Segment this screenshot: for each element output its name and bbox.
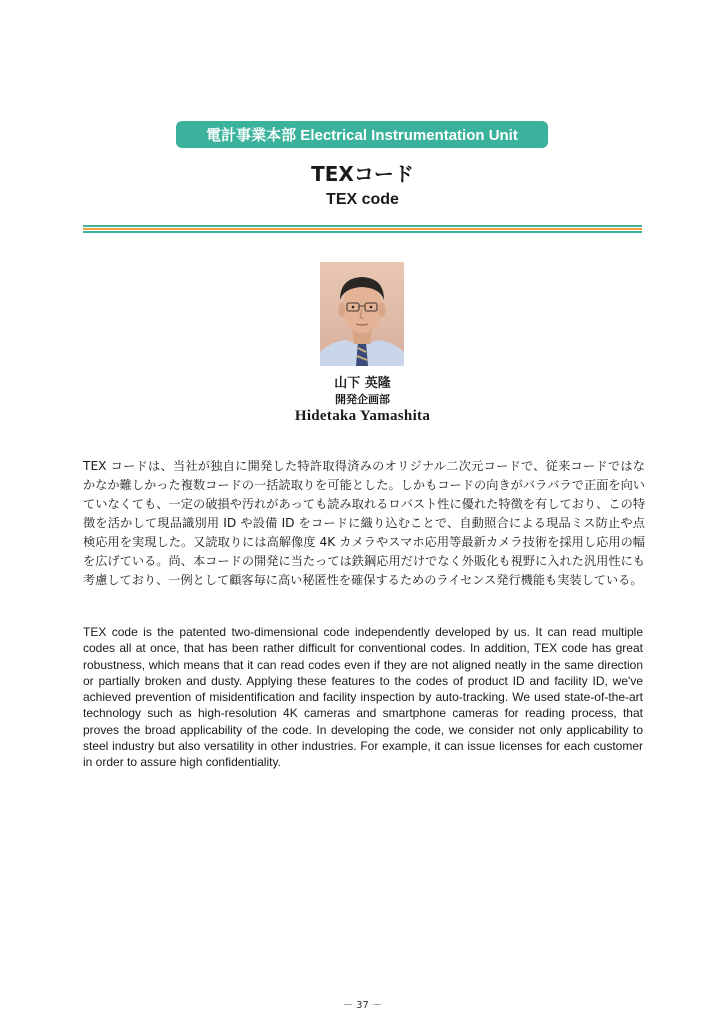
- divider-rule-top: [83, 225, 642, 227]
- page-title-en: TEX code: [326, 191, 399, 208]
- author-photo: [320, 262, 404, 366]
- body-text-jp: TEX コードは、当社が独自に開発した特許取得済みのオリジナル二次元コードで、従来コードではなかなか難しかった複数コードの一括読取りを可能とした。しかもコードの向きがバラバラで正面を向いていなくても、一定の破損や汚れがあっても読み取れるロバスト性に優れた特徴を有しており、この特徴を活かして現品識別用 ID や設備 ID をコードに織り込むことで、自動照合による現品ミス防止や点検応用を実現した。又読取りには高解像度 4K カメラやスマホ応用等最新カメラ技術を採用し応用の幅を広げている。尚、本コードの開発に当たっては鉄鋼応用だけでなく外販化も視野に入れた汎用性にも考慮しており、一例として顧客毎に高い秘匿性を確保するためのライセンス発行機能も実装している。: [83, 459, 645, 587]
- divider-rule-middle: [83, 228, 642, 230]
- page-title-jp: TEXコード: [311, 162, 414, 186]
- divider-rule-bottom: [83, 231, 642, 233]
- unit-banner: 電計事業本部 Electrical Instrumentation Unit: [176, 121, 548, 148]
- page-number: － 37 －: [342, 1000, 383, 1011]
- author-name-jp: 山下 英隆: [334, 376, 391, 391]
- author-name-en: Hidetaka Yamashita: [294, 408, 431, 424]
- author-department: 開発企画部: [335, 393, 390, 406]
- body-text-en: TEX code is the patented two-dimensional code independently developed by us. It can read multiple codes all at once, that has been rather difficult for conventional codes. In addition, TEX code has great robustness, which means that it can read codes even if they are not aligned neatly in the same direction or partially broken and dusty. Applying these features to the codes of product ID and facility ID, we've achieved prevention of misidentification and facility inspection by auto-tracking. We used state-of-the-art technology such as high-resolution 4K cameras and smartphone cameras for reading process, that proves the broad applicability of the code. In developing the code, we consider not only applicability to steel industry but also versatility in other industries. For example, it can issue licenses for each customer in order to assure high confidentiality.: [83, 625, 643, 770]
